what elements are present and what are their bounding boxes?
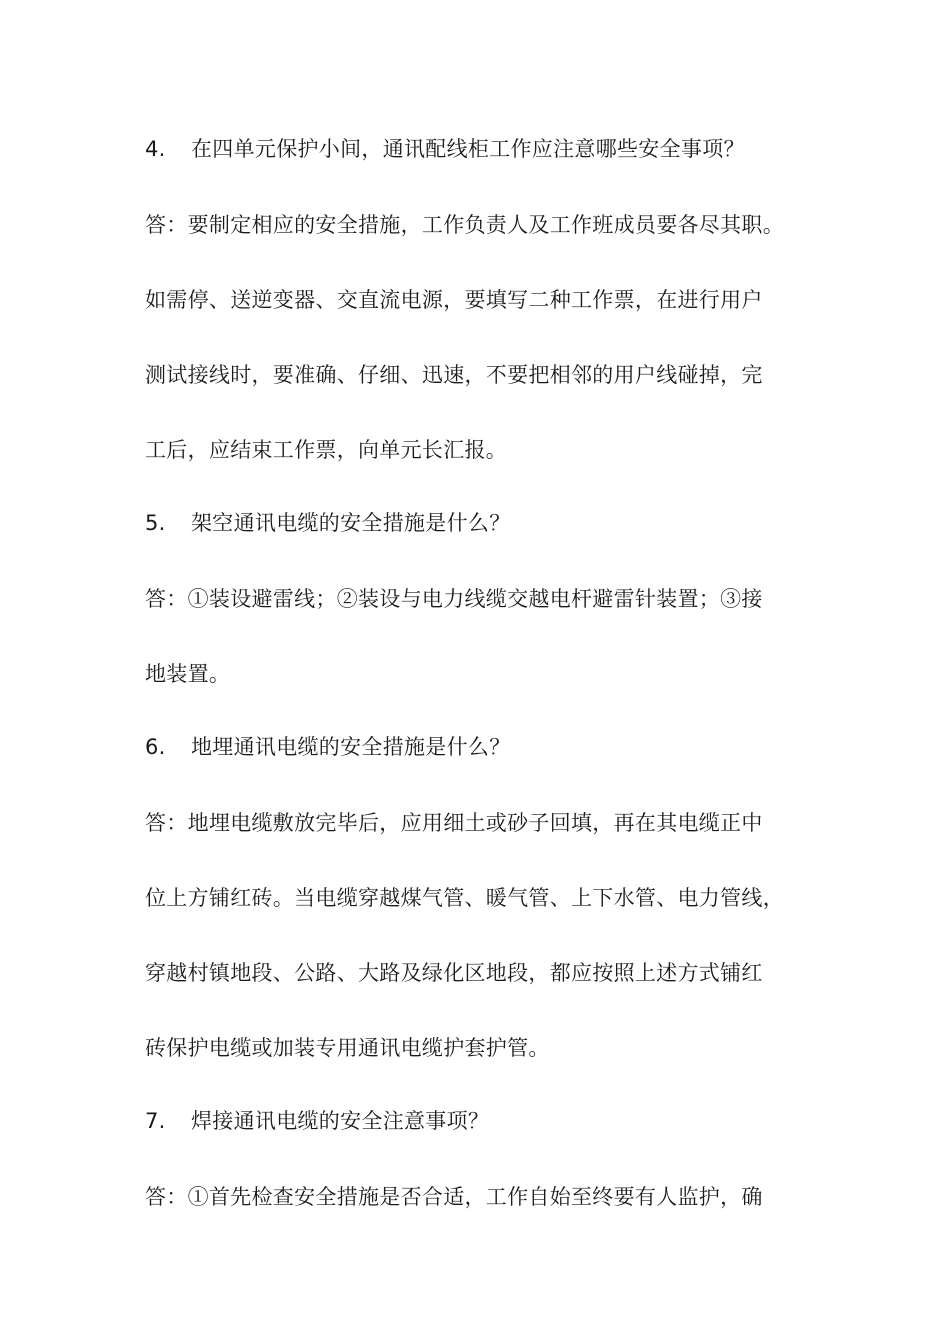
question-5 [145,508,825,538]
answer-line: 地装置。 [145,662,231,686]
question-text: 架空通讯电缆的安全措施是什么？ [191,511,511,535]
answer-line: 答：地埋电缆敷放完毕后，应用细土或砂子回填，再在其电缆正中 [145,811,763,835]
answer-line: 答：①装设避雷线；②装设与电力线缆交越电杆避雷针装置；③接 [145,587,763,611]
answer-line: 穿越村镇地段、公路、大路及绿化区地段，都应按照上述方式铺红 [145,961,763,985]
question-text: 地埋通讯电缆的安全措施是什么？ [191,735,511,759]
question-6 [145,732,825,762]
question-number: 6. [145,735,166,759]
answer-line: 答：①首先检查安全措施是否合适，工作自始至终要有人监护，确 [145,1185,763,1209]
answer-line: 砖保护电缆或加装专用通讯电缆护套护管。 [145,1036,550,1060]
question-number: 7. [145,1109,166,1133]
question-7 [145,1106,825,1136]
question-4 [145,134,825,164]
question-number: 5. [145,511,166,535]
answer-line: 工后，应结束工作票，向单元长汇报。 [145,438,508,462]
answer-line: 位上方铺红砖。当电缆穿越煤气管、暖气管、上下水管、电力管线， [145,886,784,910]
answer-line: 答：要制定相应的安全措施，工作负责人及工作班成员要各尽其职。 [145,213,784,237]
question-text: 在四单元保护小间，通讯配线柜工作应注意哪些安全事项？ [191,137,745,161]
answer-line: 如需停、送逆变器、交直流电源，要填写二种工作票，在进行用户 [145,288,763,312]
answer-line: 测试接线时，要准确、仔细、迅速，不要把相邻的用户线碰掉，完 [145,363,763,387]
question-number: 4. [145,137,166,161]
question-text: 焊接通讯电缆的安全注意事项？ [191,1109,490,1133]
